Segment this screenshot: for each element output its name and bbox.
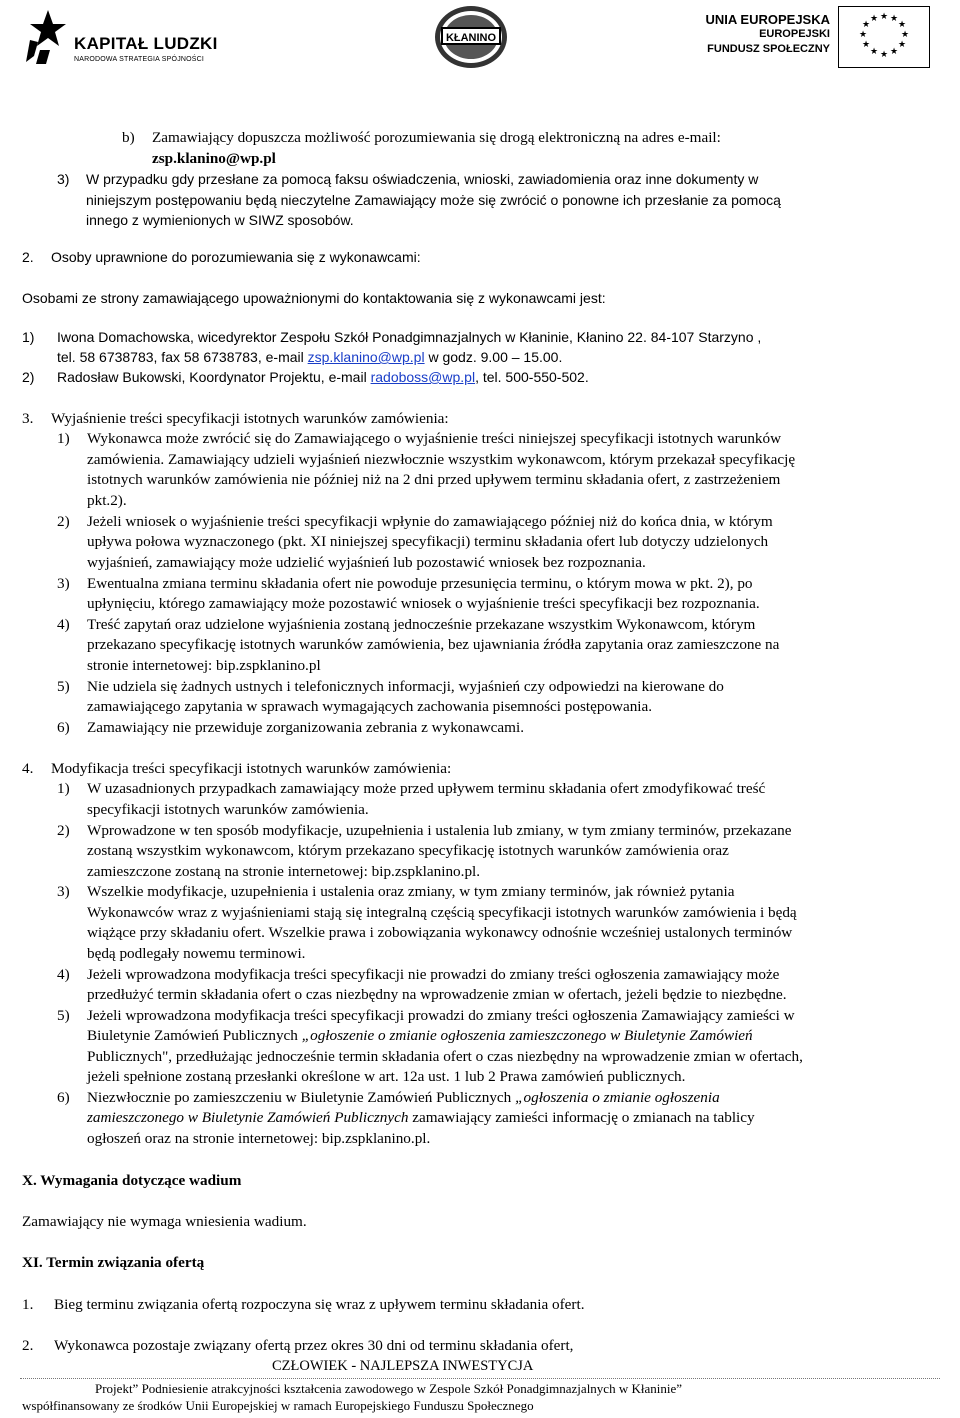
italic-quote: zamieszczonego w Biuletynie Zamówień Publicznych [87,1109,409,1126]
item-text-line: zostaną wszystkim wykonawcom, którym przekazano specyfikację istotnych warunków zamówienia oraz [87,842,729,859]
item-text-line: Nie udziela się żadnych ustnych i telefonicznych informacji, wyjaśnień czy odpowiedzi na kierowane do [87,678,724,695]
item-text-line [87,1108,755,1129]
svg-text:★: ★ [861,40,871,50]
svg-text:★: ★ [889,47,899,57]
contact-1-email-link[interactable]: zsp.klanino@wp.pl [307,349,425,365]
svg-text:★: ★ [889,14,899,24]
section-xi-title: XI. Termin związania ofertą [22,1254,205,1271]
item-label: 3) [57,575,70,592]
item-text-line: przedłużyć termin składania ofert o czas niezbędny na wprowadzenie zmian w ofertach, jeżeli będzie to niezbędne. [87,986,787,1003]
item-text-line: niniejszym postępowaniu będą nieczytelne Zamawiający może się zwrócić o ponowne ich przesłanie za pomocą [86,192,781,208]
item-label: 2) [57,513,70,530]
item-label: 1) [57,430,70,447]
klanino-logo-text: KŁANINO [445,32,497,44]
svg-text:★: ★ [897,40,907,50]
item-text-line [87,1026,753,1047]
section-title: Modyfikacja treści specyfikacji istotnych warunków zamówienia: [51,760,452,777]
svg-text:★: ★ [869,47,879,57]
svg-text:★: ★ [897,20,907,30]
section-title: Osoby uprawnione do porozumiewania się z wykonawcami: [51,249,421,265]
item-text-line: zamówienia. Zamawiający udzieli wyjaśnień niezwłocznie wszystkim wykonawcom, którym przekazał specyfikację [87,451,796,468]
svg-text:★: ★ [879,12,889,22]
item-text-line: Iwona Domachowska, wicedyrektor Zespołu Szkół Ponadgimnazjalnych w Kłaninie, Kłanino 22. 84-107 Starzyno , [57,329,762,345]
item-text-line: pkt.2). [87,492,127,509]
item-text-line: stronie internetowej: bip.zspklanino.pl [87,657,321,674]
item-text-line: Wprowadzone w ten sposób modyfikacje, uzupełnienia i ustalenia lub zmiany, w tym zmiany terminów, przekazane [87,822,792,839]
eu-line-fund: FUNDUSZ SPOŁECZNY [707,43,830,55]
item-label: 3) [57,171,70,187]
item-text-line: ogłoszeń oraz na stronie internetowej: bip.zspklanino.pl. [87,1130,431,1147]
item-text-line: zamawiającego zapytania w sprawach wymagających zachowania pisemności postępowania. [87,698,653,715]
svg-text:★: ★ [858,30,868,40]
item-label: 3) [57,883,70,900]
contact-2-name: Radosław Bukowski, Koordynator Projektu, e-mail [57,369,371,385]
item-text-line: Ewentualna zmiana terminu składania ofert nie powoduje przesunięcia terminu, o którym mowa w pkt. 2), po [87,575,753,592]
footer-slogan: CZŁOWIEK - NAJLEPSZA INWESTYCJA [272,1358,534,1374]
eu-flag-icon [838,6,930,68]
kapital-ludzki-logo [20,8,220,68]
item-text-line: specyfikacji istotnych warunków zamówienia. [87,801,369,818]
svg-text:★: ★ [900,30,910,40]
contact-2-email-link[interactable]: radoboss@wp.pl [370,369,476,385]
section-number: 4. [22,760,34,777]
section-2-intro: Osobami ze strony zamawiającego upoważnionymi do kontaktowania się z wykonawcami jest: [22,290,606,306]
item-label: 2) [22,369,35,385]
item-text-line: Treść zapytań oraz udzielone wyjaśnienia zostaną jednocześnie przekazane wszystkim Wykonawcom, którym [87,616,756,633]
item-text-line: przekazano specyfikację istotnych warunków zamówienia, bez ujawniania źródła zapytania oraz zamieszczone na [87,636,780,653]
item-label: 2. [22,1337,34,1354]
footer-funding: współfinansowany ze środków Unii Europejskiej w ramach Europejskiego Funduszu Społecznego [22,1398,534,1413]
italic-quote: „ogłoszenie o zmianie ogłoszenia zamieszczonego w Biuletynie Zamówień [301,1027,753,1044]
item-text-line: istotnych warunków zamówienia nie później niż na 2 dni przed upływem terminu składania ofert, z zastrzeżeniem [87,471,781,488]
item-text-line: Publicznych", przedłużając jednocześnie termin składania ofert o czas niezbędny na wprowadzenie zmian w ofertach, [87,1048,803,1065]
item-label: 1) [22,329,35,345]
contact-1-phones: tel. 58 6738783, fax 58 6738783, e-mail [57,349,308,365]
kapital-ludzki-title: KAPITAŁ LUDZKI [74,34,218,53]
kapital-ludzki-star-icon [24,10,66,64]
item-text-line: wiążące przy składaniu ofert. Wszelkie prawa i zobowiązania wykonawcy odnośnie wcześniej ustalonych terminów [87,924,793,941]
section-x-text: Zamawiający nie wymaga wniesienia wadium. [22,1213,307,1230]
item-text-line: Jeżeli wprowadzona modyfikacja treści specyfikacji prowadzi do zmiany treści ogłoszenia Zamawiający zamieści w [87,1007,795,1024]
klanino-school-logo [432,4,510,70]
contact-2-phone: , tel. 500-550-502. [475,369,589,385]
klanino-emblem-icon [432,4,510,70]
text-span: Niezwłocznie po zamieszczeniu w Biuletynie Zamówień Publicznych [87,1089,516,1106]
section-title: Wyjaśnienie treści specyfikacji istotnych warunków zamówienia: [51,410,449,427]
item-label: 6) [57,719,70,736]
item-text-line: Wszelkie modyfikacje, uzupełnienia i ustalenia oraz zmiany, w tym zmiany terminów, jak również pytania [87,883,735,900]
contact-1-hours: w godz. 9.00 – 15.00. [424,349,563,365]
item-text: Zamawiający dopuszcza możliwość porozumiewania się drogą elektroniczną na adres e-mail: [152,129,721,146]
item-label: 1) [57,780,70,797]
item-label: 2) [57,822,70,839]
item-label: 5) [57,678,70,695]
item-text-line: upływa połowa wyznaczonego (pkt. XI niniejszej specyfikacji) terminu składania ofert lub dotyczy udzielonych [87,533,769,550]
item-label: 6) [57,1089,70,1106]
eu-line-european: EUROPEJSKI [759,28,830,40]
item-text-line: innego z wymienionych w SIWZ sposobów. [86,212,354,228]
item-text-line: Wykonawca może zwrócić się do Zamawiającego o wyjaśnienie treści niniejszej specyfikacji istotnych warunków [87,430,782,447]
contact-1-line2 [57,347,562,368]
item-label: 1. [22,1296,34,1313]
section-number: 3. [22,410,34,427]
svg-text:★: ★ [879,50,889,60]
item-text-line: zamieszczone zostaną na stronie internetowej: bip.zspklanino.pl. [87,863,481,880]
section-number: 2. [22,249,34,265]
item-text-line: jeżeli spełnione zostaną przesłanki określone w art. 12a ust. 1 lub 2 Prawa zamówień publicznych. [87,1068,686,1085]
item-label: 4) [57,966,70,983]
svg-text:★: ★ [861,20,871,30]
item-text-line: wyjaśnień, zamawiający może udzielić wyjaśnień lub pozostawić wniosek bez rozpoznania. [87,554,646,571]
text-span: Biuletynie Zamówień Publicznych [87,1027,302,1044]
item-text-line [87,1088,720,1109]
item-text-line: Wykonawców wraz z wyjaśnieniami stają się integralną częścią specyfikacji istotnych warunków zamówienia i będą [87,904,797,921]
text-span: zamawiający zamieści informację o zmianach na tablicy [408,1109,755,1126]
footer-project: Projekt” Podniesienie atrakcyjności kształcenia zawodowego w Zespole Szkół Ponadgimnazjalnych w Kłaninie” [95,1381,682,1396]
item-text-line: W przypadku gdy przesłane za pomocą faksu oświadczenia, wnioski, zawiadomienia oraz inne dokumenty w [86,171,759,187]
item-text-line: W uzasadnionych przypadkach zamawiający może przed upływem terminu składania ofert zmodyfikować treść [87,780,766,797]
item-text-line: Jeżeli wprowadzona modyfikacja treści specyfikacji nie prowadzi do zmiany treści ogłoszenia zamawiający może [87,966,780,983]
svg-text:★: ★ [869,14,879,24]
item-label: 5) [57,1007,70,1024]
item-b-email: zsp.klanino@wp.pl [152,150,276,167]
item-text-line: będą podlegały nowemu terminowi. [87,945,306,962]
italic-quote: „ogłoszenia o zmianie ogłoszenia [515,1089,720,1106]
footer-divider [20,1378,940,1379]
item-text-line: Wykonawca pozostaje związany ofertą przez okres 30 dni od terminu składania ofert, [54,1337,574,1354]
item-text-line: Zamawiający nie przewiduje zorganizowania zebrania z wykonawcami. [87,719,524,736]
section-x-title: X. Wymagania dotyczące wadium [22,1172,242,1189]
item-text-line: Bieg terminu związania ofertą rozpoczyna się wraz z upływem terminu składania ofert. [54,1296,585,1313]
kapital-ludzki-subtitle: NARODOWA STRATEGIA SPÓJNOŚCI [74,56,205,63]
item-text-line: Jeżeli wniosek o wyjaśnienie treści specyfikacji wpłynie do zamawiającego później niż do końca dnia, w którym [87,513,773,530]
eu-line-union: UNIA EUROPEJSKA [705,12,830,27]
eu-logo [700,6,940,68]
item-text-line: upłynięciu, którego zamawiający może pozostawić wniosek o wyjaśnienie treści specyfikacji bez rozpoznania. [87,595,760,612]
item-label: b) [122,129,135,146]
item-label: 4) [57,616,70,633]
